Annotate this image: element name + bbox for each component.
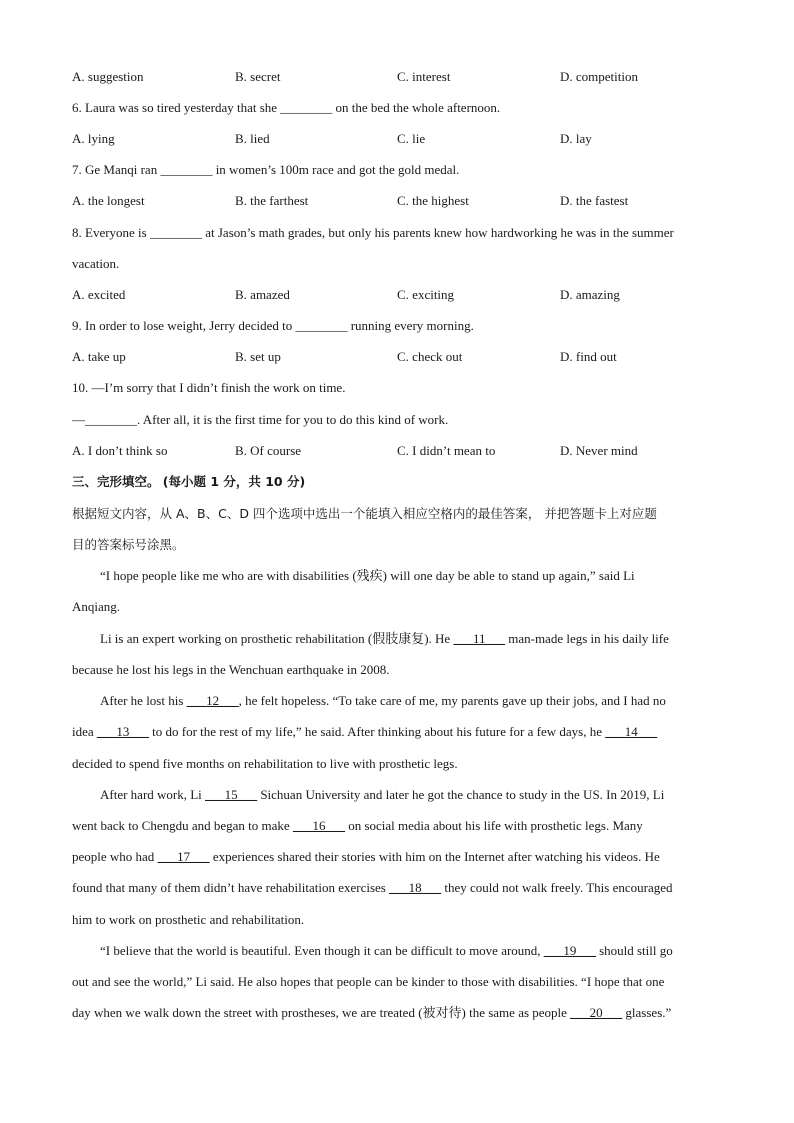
section3-instructions-line2: 目的答案标号涂黑。 [72,537,185,552]
q7-stem: 7. Ge Manqi ran ________ in women’s 100m race and got the gold medal. [72,162,460,177]
passage-text: experiences shared their stories with him on the Internet after watching his videos. He [209,849,660,864]
q8-options [72,287,772,303]
passage-p5-line2: out and see the world,” Li said. He also hopes that people can be kinder to those with disabilities. “I hope that one [72,974,665,989]
q7-option-d[interactable]: D. the fastest [560,193,629,208]
passage-p1-line2: Anqiang. [72,599,121,614]
q6-option-c[interactable]: C. lie [397,131,426,146]
passage-text: people who had [72,849,158,864]
q6-option-b[interactable]: B. lied [235,131,270,146]
passage-p2-line2: because he lost his legs in the Wenchuan earthquake in 2008. [72,662,390,677]
blank-13[interactable]: ___13___ [96,724,149,739]
q7-option-a[interactable]: A. the longest [72,193,145,208]
q5-option-b[interactable]: B. secret [235,69,281,84]
passage-p1-line1: “I hope people like me who are with disabilities (残疾) will one day be able to stand up again,” said Li [100,568,635,583]
passage-text: “I believe that the world is beautiful. Even though it can be difficult to move around, [100,943,544,958]
q7-options [72,193,772,209]
q6-stem: 6. Laura was so tired yesterday that she ________ on the bed the whole afternoon. [72,100,501,115]
q9-option-a[interactable]: A. take up [72,349,126,364]
q8-stem-line2: vacation. [72,256,120,271]
q8-option-c[interactable]: C. exciting [397,287,455,302]
passage-text: Li is an expert working on prosthetic rehabilitation (假肢康复). He [100,631,454,646]
blank-15[interactable]: ___15___ [205,787,258,802]
q8-option-a[interactable]: A. excited [72,287,126,302]
q8-option-b[interactable]: B. amazed [235,287,290,302]
blank-17[interactable]: ___17___ [157,849,210,864]
q9-stem: 9. In order to lose weight, Jerry decided to ________ running every morning. [72,318,474,333]
section3-heading [72,474,305,490]
passage-text: Sichuan University and later he got the chance to study in the US. In 2019, Li [257,787,665,802]
q8-option-d[interactable]: D. amazing [560,287,620,302]
passage-p4-line3 [72,849,660,865]
blank-18[interactable]: ___18___ [389,880,442,895]
passage-p4-line2 [72,818,643,834]
passage-text: on social media about his life with prosthetic legs. Many [344,818,643,833]
q5-option-c[interactable]: C. interest [397,69,451,84]
q9-options [72,349,772,365]
q10-stem-line1: 10. —I’m sorry that I didn’t finish the work on time. [72,380,346,395]
q7-option-b[interactable]: B. the farthest [235,193,309,208]
passage-p3-line1 [100,693,666,709]
passage-text: day when we walk down the street with prostheses, we are treated (被对待) the same as people [72,1005,571,1020]
q10-option-c[interactable]: C. I didn’t mean to [397,443,496,458]
q8-stem-line1: 8. Everyone is ________ at Jason’s math grades, but only his parents knew how hardworking he was in the summer [72,225,674,240]
q9-option-b[interactable]: B. set up [235,349,281,364]
passage-p5-line3 [72,1005,671,1021]
passage-p3-line2 [72,724,657,740]
q5-options [72,69,772,85]
q10-options [72,443,772,459]
passage-text: went back to Chengdu and began to make [72,818,293,833]
section3-title: 三、完形填空。 [72,474,160,489]
passage-p4-line4 [72,880,673,896]
passage-text: idea [72,724,97,739]
passage-text: to do for the rest of my life,” he said. After thinking about his future for a few days, he [148,724,606,739]
section3-instructions-line1: 根据短文内容，从 A、B、C、D 四个选项中选出一个能填入相应空格内的最佳答案， 并把答题卡上对应题 [72,506,657,521]
passage-text: man-made legs in his daily life [504,631,669,646]
passage-p4-line5: him to work on prosthetic and rehabilitation. [72,912,305,927]
q9-option-d[interactable]: D. find out [560,349,617,364]
q10-option-a[interactable]: A. I don’t think so [72,443,168,458]
blank-12[interactable]: ___12___ [186,693,239,708]
passage-p2-line1 [100,631,669,647]
section3-score: (每小题 1 分，共 10 分) [162,474,306,489]
q10-option-b[interactable]: B. Of course [235,443,302,458]
passage-p3-line3: decided to spend five months on rehabilitation to live with prosthetic legs. [72,756,458,771]
passage-p4-line1 [100,787,664,803]
q7-option-c[interactable]: C. the highest [397,193,469,208]
q6-option-d[interactable]: D. lay [560,131,592,146]
blank-11[interactable]: ___11___ [453,631,505,646]
q6-option-a[interactable]: A. lying [72,131,115,146]
passage-text: glasses.” [622,1005,672,1020]
blank-20[interactable]: ___20___ [570,1005,623,1020]
passage-text: After he lost his [100,693,187,708]
passage-p5-line1 [100,943,673,959]
passage-text: found that many of them didn’t have rehabilitation exercises [72,880,390,895]
q10-option-d[interactable]: D. Never mind [560,443,638,458]
blank-19[interactable]: ___19___ [543,943,596,958]
passage-text: After hard work, Li [100,787,206,802]
q6-options [72,131,772,147]
passage-text: should still go [595,943,673,958]
q9-option-c[interactable]: C. check out [397,349,463,364]
q5-option-a[interactable]: A. suggestion [72,69,144,84]
passage-text: they could not walk freely. This encouraged [441,880,673,895]
q10-stem-line2: —________. After all, it is the first time for you to do this kind of work. [72,412,449,427]
passage-text: , he felt hopeless. “To take care of me, my parents gave up their jobs, and I had no [238,693,666,708]
blank-16[interactable]: ___16___ [292,818,345,833]
blank-14[interactable]: ___14___ [605,724,658,739]
q5-option-d[interactable]: D. competition [560,69,638,84]
